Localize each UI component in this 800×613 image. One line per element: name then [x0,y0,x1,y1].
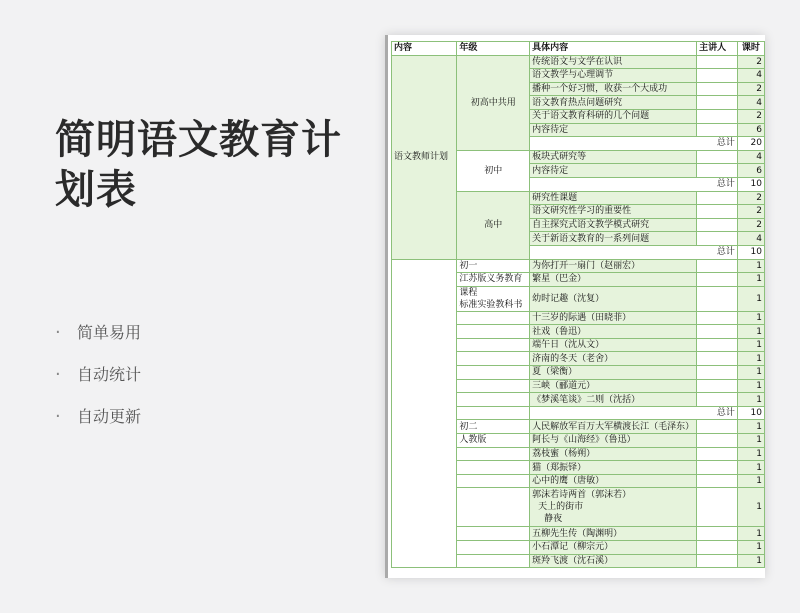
hours-cell: 2 [737,82,764,96]
table-row [392,55,765,69]
hours-cell: 1 [737,488,764,527]
plan-table [391,41,765,568]
total-label: 总计 [530,406,738,420]
lecturer-cell [697,205,738,219]
detail-cell: 幼时记趣（沈复） [530,286,697,311]
page-title [55,115,342,215]
total-label: 总计 [530,245,738,259]
lecturer-cell [697,123,738,137]
lecturer-cell [697,447,738,461]
grade-cell [457,527,530,541]
lecturer-cell [697,474,738,488]
hours-cell: 1 [737,273,764,287]
lecturer-cell [697,191,738,205]
hours-cell: 1 [737,259,764,273]
header-detail: 具体内容 [530,42,697,56]
lecturer-cell [697,461,738,475]
detail-cell: 十三岁的际遇（田晓菲） [530,311,697,325]
header-hours: 课时 [737,42,764,56]
header-grade: 年级 [457,42,530,56]
hours-cell: 1 [737,338,764,352]
hours-cell: 1 [737,527,764,541]
lecturer-cell [697,393,738,407]
lecturer-cell [697,273,738,287]
lecturer-cell [697,96,738,110]
lecturer-cell [697,164,738,178]
detail-cell: 内容待定 [530,164,697,178]
detail-cell: 社戏（鲁迅） [530,325,697,339]
detail-cell: 济南的冬天（老舍） [530,352,697,366]
total-hours: 10 [737,406,764,420]
detail-cell: 内容待定 [530,123,697,137]
grade-cell [457,447,530,461]
detail-cell: 人民解放军百万大军横渡长江（毛泽东） [530,420,697,434]
detail-cell: 语文教育热点问题研究 [530,96,697,110]
grade-cell [457,379,530,393]
header-lecturer: 主讲人 [697,42,738,56]
detail-cell: 繁星（巴金） [530,273,697,287]
hours-cell: 6 [737,123,764,137]
hours-cell: 2 [737,218,764,232]
lecturer-cell [697,434,738,448]
detail-cell: 语文研究性学习的重要性 [530,205,697,219]
hours-cell: 1 [737,420,764,434]
lecturer-cell [697,55,738,69]
grade-cell [457,554,530,568]
grade-cell [457,488,530,527]
hours-cell: 4 [737,69,764,83]
grade-cell [457,352,530,366]
hours-cell: 2 [737,205,764,219]
feature-list [55,312,141,438]
lecturer-cell [697,286,738,311]
lecturer-cell [697,541,738,555]
grade-cell [457,393,530,407]
total-label: 总计 [530,137,738,151]
detail-cell: 研究性课题 [530,191,697,205]
lecturer-cell [697,232,738,246]
total-hours: 10 [737,177,764,191]
lecturer-cell [697,488,738,527]
lecturer-cell [697,325,738,339]
detail-cell: 斑羚飞渡（沈石溪） [530,554,697,568]
grade-cell [457,474,530,488]
grade-cell: 高中 [457,191,530,259]
detail-cell: 三峡（郦道元） [530,379,697,393]
grade-cell: 初高中共用 [457,55,530,150]
hours-cell: 1 [737,461,764,475]
header-content: 内容 [392,42,457,56]
table-body [392,55,765,568]
lecturer-cell [697,259,738,273]
lecturer-cell [697,379,738,393]
detail-cell: 关于语文教育科研的几个问题 [530,109,697,123]
grade-cell [457,406,530,420]
grade-cell [457,338,530,352]
feature-item: · 自动更新 [55,396,141,438]
lecturer-cell [697,527,738,541]
content-cell [392,259,457,568]
detail-cell: 心中的鹰（唐敏） [530,474,697,488]
hours-cell: 4 [737,96,764,110]
hours-cell: 1 [737,379,764,393]
grade-cell: 江苏版义务教育 [457,273,530,287]
grade-cell: 初中 [457,150,530,191]
detail-cell: 为你打开一扇门（赵丽宏） [530,259,697,273]
hours-cell: 1 [737,366,764,380]
detail-cell: 猫（郑振铎） [530,461,697,475]
detail-cell: 《梦溪笔谈》二则（沈括） [530,393,697,407]
detail-cell: 自主探究式语文教学模式研究 [530,218,697,232]
spreadsheet-preview [385,35,765,578]
hours-cell: 1 [737,352,764,366]
detail-cell: 传统语文与文学在认识 [530,55,697,69]
grade-cell [457,325,530,339]
hours-cell: 4 [737,150,764,164]
detail-cell: 小石潭记（柳宗元） [530,541,697,555]
detail-cell: 阿长与《山海经》（鲁迅） [530,434,697,448]
detail-cell: 端午日（沈从文） [530,338,697,352]
hours-cell: 1 [737,393,764,407]
hours-cell: 1 [737,447,764,461]
header-row [392,42,765,56]
lecturer-cell [697,218,738,232]
hours-cell: 1 [737,541,764,555]
lecturer-cell [697,311,738,325]
detail-cell: 语文教学与心理调节 [530,69,697,83]
lecturer-cell [697,150,738,164]
grade-cell: 课程 标准实验教科书 [457,286,530,311]
hours-cell: 1 [737,286,764,311]
grade-cell [457,461,530,475]
lecturer-cell [697,338,738,352]
lecturer-cell [697,420,738,434]
lecturer-cell [697,82,738,96]
hours-cell: 1 [737,554,764,568]
grade-cell: 初二 [457,420,530,434]
detail-cell: 夏（梁衡） [530,366,697,380]
lecturer-cell [697,554,738,568]
content-cell: 语文教师计划 [392,55,457,259]
total-label: 总计 [530,177,738,191]
hours-cell: 2 [737,109,764,123]
grade-cell: 人教版 [457,434,530,448]
grade-cell [457,541,530,555]
total-hours: 20 [737,137,764,151]
lecturer-cell [697,352,738,366]
hours-cell: 2 [737,55,764,69]
detail-cell: 郭沫若诗两首（郭沫若） 天上的街市 静夜 [530,488,697,527]
hours-cell: 6 [737,164,764,178]
detail-cell: 关于新语文教育的一系列问题 [530,232,697,246]
feature-item: · 简单易用 [55,312,141,354]
grade-cell: 初一 [457,259,530,273]
hours-cell: 1 [737,325,764,339]
detail-cell: 荔枝蜜（杨朔） [530,447,697,461]
detail-cell: 播种一个好习惯，收获一个大成功 [530,82,697,96]
hours-cell: 1 [737,474,764,488]
grade-cell [457,366,530,380]
feature-item: · 自动统计 [55,354,141,396]
title-line-1: 简明语文教育计 [55,117,342,163]
grade-cell [457,311,530,325]
hours-cell: 1 [737,434,764,448]
lecturer-cell [697,69,738,83]
total-hours: 10 [737,245,764,259]
lecturer-cell [697,366,738,380]
lecturer-cell [697,109,738,123]
hours-cell: 2 [737,191,764,205]
detail-cell: 五柳先生传（陶渊明） [530,527,697,541]
title-line-2: 划表 [55,167,137,213]
detail-cell: 板块式研究等 [530,150,697,164]
hours-cell: 1 [737,311,764,325]
hours-cell: 4 [737,232,764,246]
table-row [392,259,765,273]
